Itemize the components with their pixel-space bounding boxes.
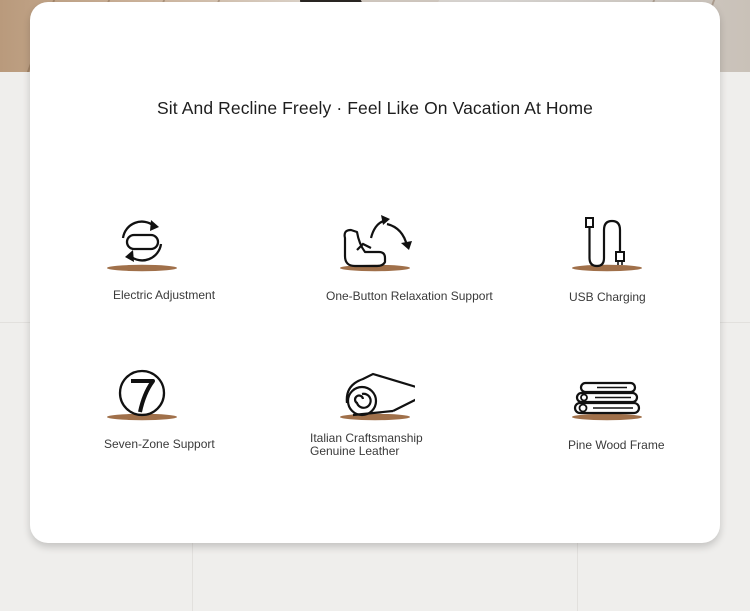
background-divider [192, 543, 193, 611]
reclining-chair-icon [335, 210, 415, 274]
feature-label: Genuine Leather [310, 444, 400, 458]
circular-arrows-icon [104, 210, 184, 274]
background-divider [577, 543, 578, 611]
headline: Sit And Recline Freely · Feel Like On Vacation At Home [157, 98, 593, 118]
feature-label: Italian Craftsmanship [310, 431, 423, 445]
wood-logs-icon [567, 359, 647, 423]
feature-label: Seven-Zone Support [104, 437, 215, 451]
leather-roll-icon [335, 359, 415, 423]
usb-cable-icon [567, 210, 647, 274]
number-seven-icon [104, 359, 184, 423]
feature-label: One-Button Relaxation Support [326, 289, 493, 303]
features-card [30, 2, 720, 543]
feature-label: Electric Adjustment [113, 288, 216, 302]
feature-label: USB Charging [569, 290, 646, 304]
feature-label: Pine Wood Frame [568, 438, 665, 452]
